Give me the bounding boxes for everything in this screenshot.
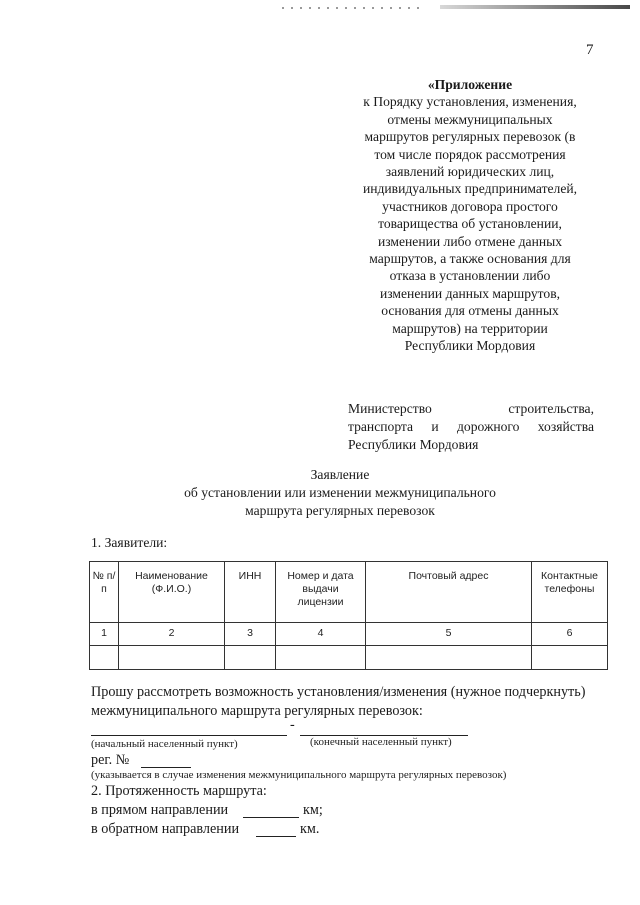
end-point-caption: (конечный населенный пункт) — [310, 736, 452, 748]
column-number-cell: 2 — [119, 623, 225, 646]
header-cell-address: Почтовый адрес — [366, 562, 532, 623]
empty-cell[interactable] — [90, 646, 119, 670]
appendix-line: основания для отмены данных — [381, 303, 559, 319]
section-route-length: 2. Протяженность маршрута: — [91, 783, 267, 799]
start-point-caption: (начальный населенный пункт) — [91, 738, 238, 750]
column-number-cell: 4 — [276, 623, 366, 646]
table-header-row — [90, 562, 608, 623]
scan-streak-top-dark — [440, 5, 630, 9]
appendix-line: индивидуальных предпринимателей, — [362, 181, 578, 197]
route-dash: - — [290, 717, 295, 733]
appendix-line: отмены межмуниципальных — [387, 111, 553, 127]
column-number-cell: 1 — [90, 623, 119, 646]
appendix-line: товарищества об установлении, — [378, 216, 562, 232]
applicants-table — [89, 561, 608, 670]
empty-cell[interactable] — [366, 646, 532, 670]
appendix-line: Республики Мордовия — [404, 338, 536, 354]
section-applicants-heading: 1. Заявители: — [91, 535, 168, 550]
header-cell-phones: Контактные телефоны — [532, 562, 608, 623]
empty-cell[interactable] — [276, 646, 366, 670]
appendix-line: маршрутов, а также основания для — [369, 251, 571, 267]
appendix-heading: «Приложение — [427, 77, 513, 92]
addressee-line-1: Министерство строительства, — [348, 401, 594, 416]
appendix-block — [340, 76, 600, 355]
appendix-line: к Порядку установления, изменения, — [363, 94, 577, 110]
reg-number-label: рег. № — [91, 752, 130, 768]
appendix-line: участников договора простого — [382, 198, 558, 214]
addressee-block — [348, 400, 594, 454]
backward-km-unit: км. — [300, 821, 320, 837]
application-title — [100, 466, 580, 520]
empty-cell[interactable] — [119, 646, 225, 670]
column-number-cell: 3 — [225, 623, 276, 646]
appendix-line: заявлений юридических лиц, — [385, 164, 555, 180]
header-cell-number: № п/п — [90, 562, 119, 623]
application-title-line-2: об установлении или изменении межмуниципального — [184, 485, 496, 500]
appendix-line: маршрутов регулярных перевозок (в — [364, 129, 576, 145]
column-number-cell: 5 — [366, 623, 532, 646]
forward-direction-label: в прямом направлении — [91, 802, 229, 818]
table-row-empty — [90, 646, 608, 670]
empty-cell[interactable] — [225, 646, 276, 670]
backward-direction-label: в обратном направлении — [91, 821, 240, 837]
column-number-cell: 6 — [532, 623, 608, 646]
reg-number-blank[interactable] — [141, 767, 191, 768]
request-paragraph: Прошу рассмотреть возможность установления/изменения (нужное подчеркнуть) межмуниципального маршрута регулярных перевозок: — [91, 684, 586, 719]
header-cell-inn: ИНН — [225, 562, 276, 623]
application-title-line-1: Заявление — [310, 467, 370, 482]
scan-streak-top — [282, 7, 422, 9]
table-row-column-numbers — [90, 623, 608, 646]
appendix-line: том числе порядок рассмотрения — [374, 146, 566, 162]
appendix-line: изменении либо отмене данных — [377, 233, 563, 249]
page-number: 7 — [586, 42, 594, 58]
header-cell-name: Наименование (Ф.И.О.) — [119, 562, 225, 623]
addressee-line-3: Республики Мордовия — [348, 437, 479, 452]
appendix-line: маршрутов) на территории — [392, 320, 548, 336]
application-title-line-3: маршрута регулярных перевозок — [245, 503, 435, 518]
header-cell-license: Номер и дата выдачи лицензии — [276, 562, 366, 623]
start-point-blank[interactable] — [91, 735, 287, 736]
appendix-line: изменении данных маршрутов, — [379, 285, 561, 301]
addressee-line-2: транспорта и дорожного хозяйства — [348, 419, 594, 434]
empty-cell[interactable] — [532, 646, 608, 670]
appendix-line: отказа в установлении либо — [389, 268, 551, 284]
reg-number-caption: (указывается в случае изменения межмуниципального маршрута регулярных перевозок) — [91, 769, 507, 781]
forward-km-unit: км; — [303, 802, 323, 818]
backward-km-blank[interactable] — [256, 836, 296, 837]
forward-km-blank[interactable] — [243, 817, 299, 818]
